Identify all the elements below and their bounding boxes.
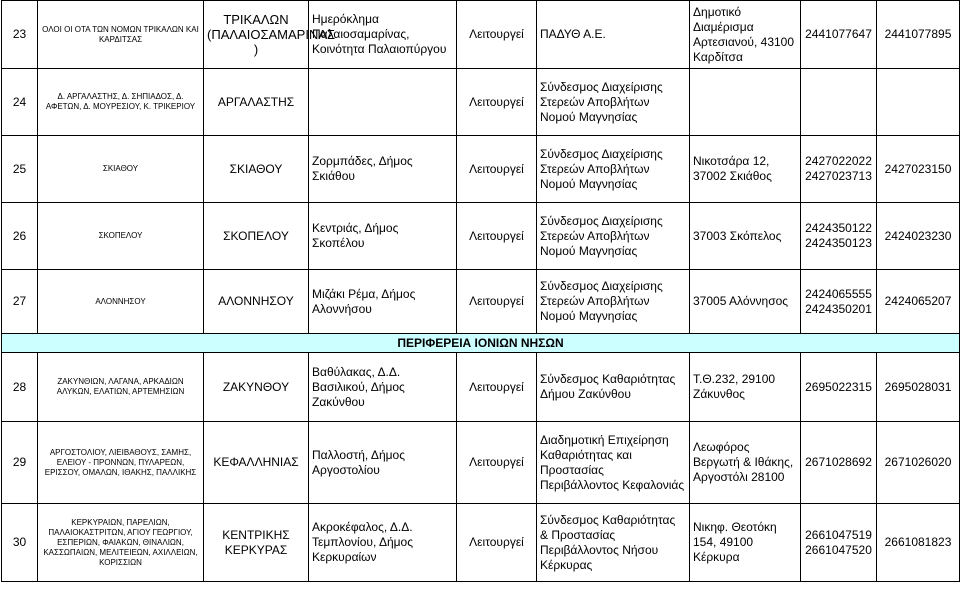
table-row bbox=[2, 69, 960, 136]
tel-cell bbox=[801, 136, 877, 203]
address-cell: Λεωφόρος Βεργωτή & Ιθάκης, Αργοστόλι 28100 bbox=[690, 422, 801, 504]
table-row bbox=[2, 1, 960, 69]
tel-cell bbox=[801, 69, 877, 136]
status-cell: Λειτουργεί bbox=[457, 353, 537, 422]
fax-cell: 2424065207 bbox=[877, 270, 960, 334]
fax-cell bbox=[877, 69, 960, 136]
fax-cell: 2695028031 bbox=[877, 353, 960, 422]
location-cell: Παλλοστή, Δήμος Αργοστολίου bbox=[309, 422, 457, 504]
municipalities-cell: ΟΛΟΙ ΟΙ ΟΤΑ ΤΩΝ ΝΟΜΩΝ ΤΡΙΚΑΛΩΝ ΚΑΙ ΚΑΡΔΙΤΣΑΣ bbox=[38, 1, 204, 69]
area-cell: ΑΛΟΝΝΗΣΟΥ bbox=[204, 270, 309, 334]
row-number: 24 bbox=[2, 69, 38, 136]
region-header-row bbox=[2, 334, 960, 353]
tel-cell bbox=[801, 353, 877, 422]
status-cell: Λειτουργεί bbox=[457, 504, 537, 582]
operator-cell: Σύνδεσμος Διαχείρισης Στερεών Αποβλήτων Νομού Μαγνησίας bbox=[537, 203, 690, 270]
status-cell: Λειτουργεί bbox=[457, 1, 537, 69]
location-cell: Ημερόκλημα Παλαιοσαμαρίνας, Κοινότητα Παλαιοπύργου bbox=[309, 1, 457, 69]
address-cell: Νικηφ. Θεοτόκη 154, 49100 Κέρκυρα bbox=[690, 504, 801, 582]
address-cell bbox=[690, 69, 801, 136]
area-cell: ΑΡΓΑΛΑΣΤΗΣ bbox=[204, 69, 309, 136]
operator-cell: Σύνδεσμος Καθαριότητας & Προστασίας Περιβάλλοντος Νήσου Κέρκυρας bbox=[537, 504, 690, 582]
landfill-table bbox=[1, 0, 960, 582]
area-cell: ΖΑΚΥΝΘΟΥ bbox=[204, 353, 309, 422]
tel-text: 2661047519 2661047520 bbox=[805, 527, 872, 557]
municipalities-cell: ΖΑΚΥΝΘΙΩΝ, ΛΑΓΑΝΑ, ΑΡΚΑΔΙΩΝ ΑΛΥΚΩΝ, ΕΛΑΤΙΩΝ, ΑΡΤΕΜΗΣΙΩΝ bbox=[38, 353, 204, 422]
row-number: 28 bbox=[2, 353, 38, 422]
region-header: ΠΕΡΙΦΕΡΕΙΑ ΙΟΝΙΩΝ ΝΗΣΩΝ bbox=[2, 334, 960, 353]
operator-cell: Σύνδεσμος Καθαριότητας Δήμου Ζακύνθου bbox=[537, 353, 690, 422]
tel-text: 2427022022 2427023713 bbox=[805, 154, 872, 183]
row-number: 27 bbox=[2, 270, 38, 334]
address-cell: Νικοτσάρα 12, 37002 Σκιάθος bbox=[690, 136, 801, 203]
fax-cell: 2671026020 bbox=[877, 422, 960, 504]
table-row bbox=[2, 504, 960, 582]
municipalities-cell: ΣΚΟΠΕΛΟΥ bbox=[38, 203, 204, 270]
area-cell: ΣΚΙΑΘΟΥ bbox=[204, 136, 309, 203]
area-cell: ΤΡΙΚΑΛΩΝ (ΠΑΛΑΙΟΣΑΜΑΡΙΝΑΣ ) bbox=[204, 1, 309, 69]
tel-text: 2424350122 2424350123 bbox=[805, 221, 872, 250]
row-number: 30 bbox=[2, 504, 38, 582]
tel-text: 2424065555 2424350201 bbox=[805, 286, 872, 316]
area-cell: ΚΕΦΑΛΛΗΝΙΑΣ bbox=[204, 422, 309, 504]
address-cell: 37005 Αλόννησος bbox=[690, 270, 801, 334]
table-row bbox=[2, 136, 960, 203]
tel-text: 2441077647 bbox=[805, 27, 872, 41]
operator-cell: Διαδημοτική Επιχείρηση Καθαριότητας και Προστασίας Περιβάλλοντος Κεφαλονιάς bbox=[537, 422, 690, 504]
address-cell: Τ.Θ.232, 29100 Ζάκυνθος bbox=[690, 353, 801, 422]
fax-cell: 2427023150 bbox=[877, 136, 960, 203]
location-cell bbox=[309, 69, 457, 136]
status-cell: Λειτουργεί bbox=[457, 136, 537, 203]
location-cell: Ακροκέφαλος, Δ.Δ. Τεμπλονίου, Δήμος Κερκυραίων bbox=[309, 504, 457, 582]
location-cell: Μιζάκι Ρέμα, Δήμος Αλοννήσου bbox=[309, 270, 457, 334]
address-cell: Δημοτικό Διαμέρισμα Αρτεσιανού, 43100 Καρδίτσα bbox=[690, 1, 801, 69]
row-number: 23 bbox=[2, 1, 38, 69]
row-number: 26 bbox=[2, 203, 38, 270]
fax-cell: 2424023230 bbox=[877, 203, 960, 270]
operator-cell: Σύνδεσμος Διαχείρισης Στερεών Αποβλήτων Νομού Μαγνησίας bbox=[537, 69, 690, 136]
tel-cell bbox=[801, 203, 877, 270]
tel-text: 2671028692 bbox=[805, 455, 872, 469]
table-row bbox=[2, 203, 960, 270]
table-row bbox=[2, 353, 960, 422]
area-cell: ΣΚΟΠΕΛΟΥ bbox=[204, 203, 309, 270]
municipalities-cell: ΑΡΓΟΣΤΟΛΙΟΥ, ΛΙΕΙΒΑΘΟΥΣ, ΣΑΜΗΣ, ΕΛΕΙΟΥ - ΠΡΟΝΝΩΝ, ΠΥΛΑΡΕΩΝ, ΕΡΙΣΣΟΥ, ΟΜΑΛΩΝ, ΙΘΑΚΗΣ, ΠΑΛΛΙΚΗΣ bbox=[38, 422, 204, 504]
status-cell: Λειτουργεί bbox=[457, 69, 537, 136]
fax-cell: 2441077895 bbox=[877, 1, 960, 69]
status-cell: Λειτουργεί bbox=[457, 422, 537, 504]
operator-cell: ΠΑΔΥΘ Α.Ε. bbox=[537, 1, 690, 69]
address-cell: 37003 Σκόπελος bbox=[690, 203, 801, 270]
tel-text: 2695022315 bbox=[805, 379, 872, 394]
area-cell: ΚΕΝΤΡΙΚΗΣ ΚΕΡΚΥΡΑΣ bbox=[204, 504, 309, 582]
tel-cell bbox=[801, 270, 877, 334]
location-cell: Κεντριάς, Δήμος Σκοπέλου bbox=[309, 203, 457, 270]
tel-cell bbox=[801, 422, 877, 504]
status-cell: Λειτουργεί bbox=[457, 203, 537, 270]
operator-cell: Σύνδεσμος Διαχείρισης Στερεών Αποβλήτων Νομού Μαγνησίας bbox=[537, 136, 690, 203]
operator-cell: Σύνδεσμος Διαχείρισης Στερεών Αποβλήτων Νομού Μαγνησίας bbox=[537, 270, 690, 334]
status-cell: Λειτουργεί bbox=[457, 270, 537, 334]
table-row bbox=[2, 270, 960, 334]
municipalities-cell: ΑΛΟΝΝΗΣΟΥ bbox=[38, 270, 204, 334]
row-number: 29 bbox=[2, 422, 38, 504]
municipalities-cell: ΣΚΙΑΘΟΥ bbox=[38, 136, 204, 203]
row-number: 25 bbox=[2, 136, 38, 203]
tel-cell bbox=[801, 504, 877, 582]
table-row bbox=[2, 422, 960, 504]
municipalities-cell: Δ. ΑΡΓΑΛΑΣΤΗΣ, Δ. ΣΗΠΙΑΔΟΣ, Δ. ΑΦΕΤΩΝ, Δ. ΜΟΥΡΕΣΙΟΥ, Κ. ΤΡΙΚΕΡΙΟΥ bbox=[38, 69, 204, 136]
location-cell: Βαθύλακας, Δ.Δ. Βασιλικού, Δήμος Ζακύνθου bbox=[309, 353, 457, 422]
location-cell: Ζορμπάδες, Δήμος Σκιάθου bbox=[309, 136, 457, 203]
municipalities-cell: ΚΕΡΚΥΡΑΙΩΝ, ΠΑΡΕΛΙΩΝ, ΠΑΛΑΙΟΚΑΣΤΡΙΤΩΝ, ΑΓΙΟΥ ΓΕΩΡΓΙΟΥ, ΕΣΠΕΡΙΩΝ, ΦΑΙΑΚΩΝ, ΘΙΝΑΛΙΩΝ, ΚΑΣΣΩΠΑΙΩΝ, ΜΕΛΙΤΕΙΕΩΝ, ΑΧΙΛΛΕΙΩΝ, ΚΟΡΙΣΣΙΩΝ bbox=[38, 504, 204, 582]
tel-cell bbox=[801, 1, 877, 69]
fax-cell: 2661081823 bbox=[877, 504, 960, 582]
